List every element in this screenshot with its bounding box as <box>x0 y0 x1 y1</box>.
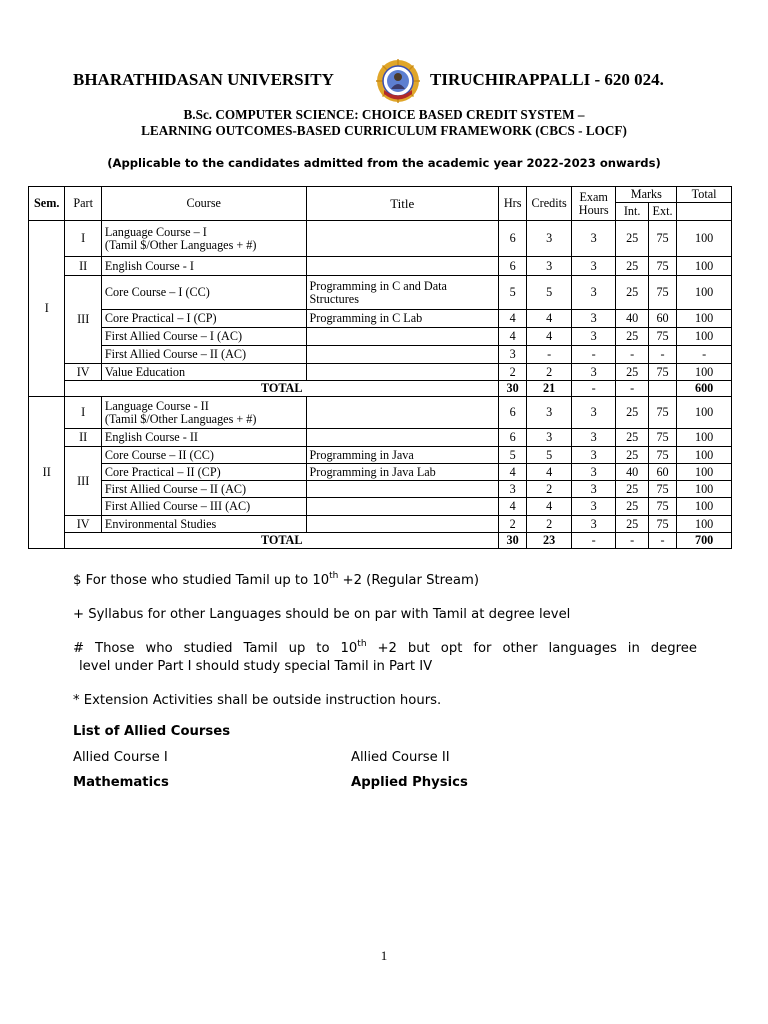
footnote-plus: + Syllabus for other Languages should be on par with Tamil at degree level <box>73 607 571 622</box>
title-cell: Programming in Java <box>306 447 498 464</box>
ext-cell: 75 <box>648 481 676 498</box>
title-cell <box>306 346 498 364</box>
ext-cell: 75 <box>648 447 676 464</box>
hrs-cell: 4 <box>498 464 526 481</box>
hrs-cell: 6 <box>498 221 526 257</box>
allied-course-2-name: Applied Physics <box>351 775 468 790</box>
ext-cell: 75 <box>648 328 676 346</box>
total-total: 600 <box>677 381 732 397</box>
credits-cell: 4 <box>527 310 572 328</box>
course-cell: Core Practical – I (CP) <box>101 310 306 328</box>
table-row <box>29 447 732 464</box>
ext-cell: 75 <box>648 429 676 447</box>
header-hours-label: Hours <box>578 202 609 217</box>
total-ext <box>648 381 676 397</box>
credits-cell: 4 <box>527 498 572 516</box>
total-cell: 100 <box>677 464 732 481</box>
int-cell: 40 <box>616 310 648 328</box>
ext-cell: 75 <box>648 498 676 516</box>
credits-cell: 3 <box>527 429 572 447</box>
allied-course-1-name: Mathematics <box>73 775 169 790</box>
title-cell <box>306 429 498 447</box>
total-cell: 100 <box>677 276 732 310</box>
exam-cell: 3 <box>571 498 616 516</box>
part-cell: I <box>65 221 101 257</box>
title-cell <box>306 498 498 516</box>
credits-cell: 3 <box>527 397 572 429</box>
part-cell: III <box>65 447 101 516</box>
hrs-cell: 3 <box>498 346 526 364</box>
title-cell: Programming in Java Lab <box>306 464 498 481</box>
total-exam: - <box>571 533 616 549</box>
hrs-cell: 4 <box>498 328 526 346</box>
total-label: TOTAL <box>65 381 499 397</box>
course-cell: First Allied Course – II (AC) <box>101 346 306 364</box>
footnote-hash-line2: level under Part I should study special Tamil in Part IV <box>79 659 433 674</box>
exam-cell: 3 <box>571 464 616 481</box>
table-row <box>29 516 732 533</box>
table-row <box>29 397 732 429</box>
total-cell: 100 <box>677 257 732 276</box>
exam-cell: 3 <box>571 364 616 381</box>
title-cell <box>306 276 498 310</box>
hrs-cell: 6 <box>498 257 526 276</box>
header-credits: Credits <box>527 187 572 221</box>
course-cell <box>101 221 306 257</box>
footnote-superscript: th <box>357 639 367 649</box>
header-title <box>306 187 498 221</box>
int-cell: 25 <box>616 481 648 498</box>
title-cell <box>306 257 498 276</box>
hrs-cell: 2 <box>498 364 526 381</box>
table-row <box>29 276 732 310</box>
course-name: Language Course – I <box>104 224 207 239</box>
credits-cell: 4 <box>527 328 572 346</box>
ext-cell: 60 <box>648 464 676 481</box>
int-cell: 25 <box>616 257 648 276</box>
part-cell: I <box>65 397 101 429</box>
programme-title: B.Sc. COMPUTER SCIENCE: CHOICE BASED CREDIT SYSTEM – <box>183 107 585 122</box>
exam-cell: - <box>571 346 616 364</box>
credits-cell: - <box>527 346 572 364</box>
footnote-superscript: th <box>329 571 339 581</box>
course-cell: Value Education <box>101 364 306 381</box>
total-credits: 23 <box>527 533 572 549</box>
footnote-hash <box>73 641 697 656</box>
hrs-cell: 5 <box>498 276 526 310</box>
total-cell: 100 <box>677 397 732 429</box>
int-cell: 25 <box>616 498 648 516</box>
part-cell: III <box>65 276 101 364</box>
part-cell: II <box>65 429 101 447</box>
footnote-dollar <box>73 573 479 588</box>
total-int: - <box>616 533 648 549</box>
table-row <box>29 328 732 346</box>
total-cell: 100 <box>677 310 732 328</box>
table-row <box>29 346 732 364</box>
part-cell: IV <box>65 364 101 381</box>
ext-cell: 60 <box>648 310 676 328</box>
table-row <box>29 498 732 516</box>
int-cell: 25 <box>616 447 648 464</box>
course-cell: First Allied Course – II (AC) <box>101 481 306 498</box>
total-cell: 100 <box>677 429 732 447</box>
table-row <box>29 429 732 447</box>
exam-cell: 3 <box>571 516 616 533</box>
table-row <box>29 481 732 498</box>
page-header <box>0 58 768 104</box>
credits-cell: 3 <box>527 257 572 276</box>
ext-cell: 75 <box>648 397 676 429</box>
ext-cell: - <box>648 346 676 364</box>
int-cell: 25 <box>616 221 648 257</box>
header-int: Int. <box>616 203 648 221</box>
total-cell: 100 <box>677 516 732 533</box>
int-cell: - <box>616 346 648 364</box>
total-exam: - <box>571 381 616 397</box>
curriculum-table <box>28 186 732 549</box>
course-note: (Tamil $/Other Languages + #) <box>104 237 257 252</box>
total-cell: 100 <box>677 364 732 381</box>
total-credits: 21 <box>527 381 572 397</box>
total-label: TOTAL <box>65 533 499 549</box>
exam-cell: 3 <box>571 257 616 276</box>
hrs-cell: 5 <box>498 447 526 464</box>
exam-cell: 3 <box>571 310 616 328</box>
university-city: TIRUCHIRAPPALLI - 620 024. <box>430 70 664 89</box>
exam-cell: 3 <box>571 221 616 257</box>
university-logo-icon <box>368 58 428 106</box>
course-cell: First Allied Course – I (AC) <box>101 328 306 346</box>
total-cell: - <box>677 346 732 364</box>
title-cell: Programming in C Lab <box>306 310 498 328</box>
university-name: BHARATHIDASAN UNIVERSITY <box>73 70 334 89</box>
hrs-cell: 4 <box>498 498 526 516</box>
sem-cell: II <box>29 397 65 549</box>
ext-cell: 75 <box>648 276 676 310</box>
title-cell <box>306 481 498 498</box>
course-cell: English Course - II <box>101 429 306 447</box>
total-total: 700 <box>677 533 732 549</box>
int-cell: 25 <box>616 397 648 429</box>
ext-cell: 75 <box>648 516 676 533</box>
allied-course-1-label: Allied Course I <box>73 750 168 765</box>
credits-cell: 5 <box>527 276 572 310</box>
int-cell: 25 <box>616 328 648 346</box>
total-cell: 100 <box>677 328 732 346</box>
course-cell: First Allied Course – III (AC) <box>101 498 306 516</box>
credits-cell: 2 <box>527 481 572 498</box>
table-row <box>29 257 732 276</box>
total-row <box>29 533 732 549</box>
course-cell: Core Course – II (CC) <box>101 447 306 464</box>
hrs-cell: 2 <box>498 516 526 533</box>
header-marks: Marks <box>616 187 677 203</box>
total-int: - <box>616 381 648 397</box>
table-row <box>29 464 732 481</box>
table-row <box>29 364 732 381</box>
course-cell: English Course - I <box>101 257 306 276</box>
exam-cell: 3 <box>571 481 616 498</box>
header-ext: Ext. <box>648 203 676 221</box>
exam-cell: 3 <box>571 397 616 429</box>
total-cell: 100 <box>677 481 732 498</box>
ext-cell: 75 <box>648 221 676 257</box>
hrs-cell: 3 <box>498 481 526 498</box>
exam-cell: 3 <box>571 276 616 310</box>
framework-title: LEARNING OUTCOMES-BASED CURRICULUM FRAMEWORK (CBCS - LOCF) <box>141 123 627 138</box>
title-cell <box>306 364 498 381</box>
footnote-star: * Extension Activities shall be outside instruction hours. <box>73 693 442 708</box>
hrs-cell: 6 <box>498 397 526 429</box>
total-cell: 100 <box>677 447 732 464</box>
total-row <box>29 381 732 397</box>
header-part: Part <box>65 187 101 221</box>
header-sem: Sem. <box>29 187 65 221</box>
allied-course-2-label: Allied Course II <box>351 750 450 765</box>
title-cell <box>306 516 498 533</box>
hrs-cell: 4 <box>498 310 526 328</box>
table-row <box>29 310 732 328</box>
header-title-text: Title <box>390 195 415 211</box>
footnote-text: # Those who studied Tamil up to 10 <box>73 641 358 656</box>
course-cell: Core Practical – II (CP) <box>101 464 306 481</box>
total-cell: 100 <box>677 498 732 516</box>
header-exam-label: Exam <box>579 189 608 204</box>
exam-cell: 3 <box>571 328 616 346</box>
footnote-text: +2 but opt for other languages in degree <box>366 641 697 656</box>
int-cell: 25 <box>616 276 648 310</box>
header-exam-hours <box>571 187 616 221</box>
total-hrs: 30 <box>498 533 526 549</box>
course-cell: Core Course – I (CC) <box>101 276 306 310</box>
title-cell <box>306 221 498 257</box>
header-course: Course <box>101 187 306 221</box>
total-ext: - <box>648 533 676 549</box>
title-line: Programming in C and Data <box>309 278 447 293</box>
int-cell: 25 <box>616 516 648 533</box>
title-cell <box>306 397 498 429</box>
int-cell: 25 <box>616 364 648 381</box>
applicability-note: (Applicable to the candidates admitted from the academic year 2022-2023 onwards) <box>107 156 661 170</box>
allied-courses-heading: List of Allied Courses <box>73 724 231 739</box>
header-hrs: Hrs <box>498 187 526 221</box>
title-cell <box>306 328 498 346</box>
course-cell <box>101 397 306 429</box>
footnote-text: +2 (Regular Stream) <box>338 573 479 588</box>
page-number: 1 <box>380 948 388 963</box>
course-cell: Environmental Studies <box>101 516 306 533</box>
exam-cell: 3 <box>571 429 616 447</box>
int-cell: 40 <box>616 464 648 481</box>
footnote-text: $ For those who studied Tamil up to 10 <box>73 573 330 588</box>
title-line: Structures <box>309 291 359 306</box>
table-row <box>29 221 732 257</box>
header-total: Total <box>677 187 732 203</box>
credits-cell: 2 <box>527 516 572 533</box>
ext-cell: 75 <box>648 364 676 381</box>
hrs-cell: 6 <box>498 429 526 447</box>
int-cell: 25 <box>616 429 648 447</box>
ext-cell: 75 <box>648 257 676 276</box>
part-cell: IV <box>65 516 101 533</box>
header-total-blank <box>677 203 732 221</box>
credits-cell: 4 <box>527 464 572 481</box>
credits-cell: 2 <box>527 364 572 381</box>
course-note: (Tamil $/Other Languages + #) <box>104 411 257 426</box>
total-hrs: 30 <box>498 381 526 397</box>
total-cell: 100 <box>677 221 732 257</box>
exam-cell: 3 <box>571 447 616 464</box>
credits-cell: 5 <box>527 447 572 464</box>
course-name: Language Course - II <box>104 398 209 413</box>
sem-cell: I <box>29 221 65 397</box>
credits-cell: 3 <box>527 221 572 257</box>
part-cell: II <box>65 257 101 276</box>
